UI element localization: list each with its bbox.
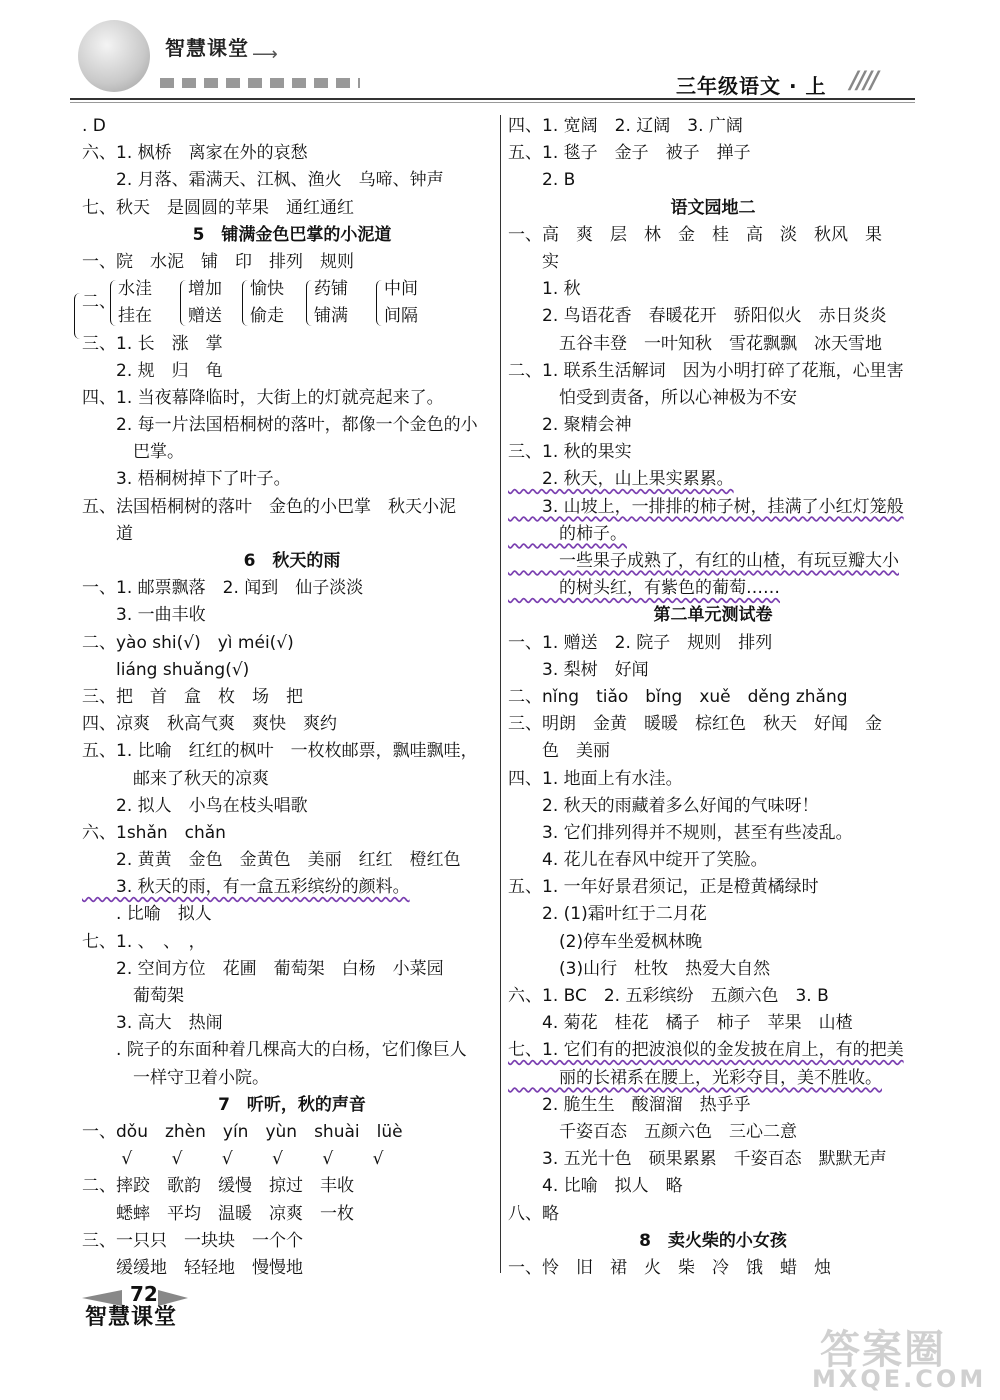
- answer-line: 2. 每一片法国梧桐树的落叶，都像一个金色的小: [82, 415, 478, 436]
- answer-line: 2. 黄黄 金色 金黄色 美丽 红红 橙红色: [82, 850, 461, 871]
- answer-line: liáng shuǎng(√): [82, 659, 250, 680]
- answer-line: 三、明朗 金黄 暖暖 棕红色 秋天 好闻 金: [508, 714, 882, 735]
- answer-line: 六、1. BC 2. 五彩缤纷 五颜六色 3. B: [508, 986, 829, 1006]
- watermark-text: 答案圈: [820, 1327, 946, 1373]
- answer-line: 一样守卫着小院。: [82, 1067, 269, 1088]
- answer-line: 二、1. 联系生活解词 因为小明打碎了花瓶，心里害: [508, 360, 904, 381]
- answer-line: 实: [508, 251, 559, 272]
- answer-line: 四、1. 宽阔 2. 辽阔 3. 广阔: [508, 116, 743, 136]
- answer-line: (3)山行 杜牧 热爱大自然: [508, 958, 771, 979]
- header-rule: [70, 98, 915, 100]
- answer-line: 二、nǐng tiǎo bǐng xuě děng zhǎng: [508, 686, 848, 707]
- answer-line: 二、摔跤 歌韵 缓慢 掠过 丰收: [82, 1176, 354, 1197]
- brace-word: 增加: [188, 279, 222, 300]
- answer-line: 2. 拟人 小鸟在枝头唱歌: [82, 795, 308, 816]
- footer-brand: 智慧课堂: [85, 1305, 178, 1330]
- answer-line: 七、1. 、 、 ，: [82, 931, 206, 952]
- underlined-answer: 2. 秋天，山上果实累累。: [508, 469, 734, 490]
- answer-line: (2)停车坐爱枫林晚: [508, 931, 703, 952]
- answer-line: 3. 它们排列得并不规则，甚至有些凌乱。: [508, 822, 853, 843]
- watermark-url: MXQE.COM: [812, 1365, 987, 1393]
- section-title: 6 秋天的雨: [243, 551, 341, 572]
- answer-line: 三、1. 秋的果实: [508, 442, 632, 463]
- section-title: 语文园地二: [670, 197, 756, 218]
- answer-line: 六、1shǎn chǎn: [82, 822, 226, 843]
- answer-line: 2. 鸟语花香 春暖花开 骄阳似火 赤日炎炎: [508, 306, 887, 327]
- brace-group: [118, 276, 152, 330]
- underlined-answer: 七、1. 它们有的把波浪似的金发披在肩上，有的把美: [508, 1040, 904, 1061]
- brace-word: 药铺: [314, 279, 348, 300]
- brace-group: [188, 276, 222, 330]
- answer-line: 3. 梨树 好闻: [508, 659, 649, 680]
- answer-line: 一、1. 赠送 2. 院子 规则 排列: [508, 632, 773, 653]
- answer-line: 四、1. 当夜幕降临时，大街上的灯就亮起来了。: [82, 387, 444, 408]
- left-column: [82, 113, 502, 1282]
- answer-line: 2. 空间方位 花圃 葡萄架 白杨 小菜园: [82, 958, 444, 979]
- answer-line: √ √ √ √ √ √: [82, 1149, 384, 1170]
- header-dots: [160, 78, 360, 88]
- answer-line: 3. 梧桐树掉下了叶子。: [82, 469, 291, 490]
- answer-line: 2. B: [508, 170, 576, 191]
- answer-line: . D: [82, 116, 106, 136]
- page-number: 72: [130, 1282, 158, 1306]
- answer-line: 五、法国梧桐树的落叶 金色的小巴掌 秋天小泥: [82, 496, 456, 517]
- answer-line: 三、一只只 一块块 一个个: [82, 1230, 303, 1251]
- brace-group: [314, 276, 348, 330]
- answer-line: 1. 秋: [508, 279, 581, 300]
- brace-label: 二、: [82, 289, 116, 316]
- grade-label: 三年级语文 · 上: [676, 74, 827, 98]
- answer-line: 邮来了秋天的凉爽: [82, 768, 269, 789]
- answer-line: 一、高 爽 层 林 金 桂 高 淡 秋风 果: [508, 224, 882, 245]
- underlined-answer: 3. 秋天的雨，有一盒五彩缤纷的颜料。: [82, 877, 410, 898]
- answer-line: 一、院 水泥 铺 印 排列 规则: [82, 251, 354, 272]
- answer-line: 色 美丽: [508, 741, 610, 762]
- answer-line: 2. 聚精会神: [508, 415, 632, 436]
- answer-line: 2. 月落、霜满天、江枫、渔火 乌啼、钟声: [82, 170, 444, 191]
- answer-line: 三、1. 长 涨 掌: [82, 333, 223, 354]
- answer-line: 三、把 首 盒 枚 场 把: [82, 686, 303, 707]
- underlined-answer: 一些果子成熟了，有红的山楂，有玩豆瓣大小: [508, 551, 899, 571]
- answer-line: 3. 一曲丰收: [82, 605, 206, 626]
- answer-line: 3. 高大 热闹: [82, 1013, 223, 1034]
- brand-title: 智慧课堂: [165, 36, 249, 60]
- answer-line: . 院子的东面种着几棵高大的白杨，它们像巨人: [82, 1040, 467, 1061]
- brace-group: [384, 276, 418, 330]
- brace-word: 铺满: [314, 306, 348, 327]
- answer-line: 怕受到责备，所以心神极为不安: [508, 387, 797, 408]
- answer-line: 二、yào shi(√) yì méi(√): [82, 632, 294, 653]
- right-column: [508, 113, 918, 1282]
- answer-line: 四、凉爽 秋高气爽 爽快 爽约: [82, 714, 337, 735]
- answer-line: 一、怜 旧 裙 火 柴 冷 饿 蜡 烛: [508, 1257, 831, 1278]
- answer-line: 3. 五光十色 硕果累累 千姿百态 默默无声: [508, 1149, 887, 1170]
- section-title: 第二单元测试卷: [653, 605, 773, 626]
- header-rule-thin: [70, 102, 915, 103]
- answer-line: 五、1. 一年好景君须记，正是橙黄橘绿时: [508, 877, 819, 898]
- answer-line: 2. 规 归 龟: [82, 360, 223, 381]
- answer-line: 五、1. 比喻 红红的枫叶 一枚枚邮票，飘哇飘哇，: [82, 741, 478, 762]
- answer-line: 2. 秋天的雨藏着多么好闻的气味呀！: [508, 795, 819, 816]
- section-title: 5 铺满金色巴掌的小泥道: [192, 224, 392, 245]
- answer-line: 一、1. 邮票飘落 2. 闻到 仙子淡淡: [82, 578, 364, 599]
- underlined-answer: 3. 山坡上，一排排的柿子树，挂满了小红灯笼般: [508, 496, 904, 517]
- answer-line: 2. (1)霜叶红于二月花: [508, 904, 707, 925]
- answer-line: 巴掌。: [82, 442, 184, 463]
- arrow-icon: ⟶: [252, 44, 278, 65]
- answer-line: 缓缓地 轻轻地 慢慢地: [82, 1257, 303, 1278]
- brace-group: [250, 276, 284, 330]
- answer-line: 4. 菊花 桂花 橘子 柿子 苹果 山楂: [508, 1013, 853, 1034]
- answer-line: . 比喻 拟人: [82, 904, 212, 925]
- brace-word: 挂在: [118, 306, 152, 327]
- brace-word: 水洼: [118, 279, 152, 300]
- answer-line: 五谷丰登 一叶知秋 雪花飘飘 冰天雪地: [508, 333, 882, 354]
- answer-line: 2. 脆生生 酸溜溜 热乎乎: [508, 1094, 751, 1115]
- answer-line: 4. 比喻 拟人 略: [508, 1176, 683, 1197]
- underlined-answer: 丽的长裙系在腰上，光彩夺目，美不胜收。: [508, 1067, 882, 1088]
- answer-line: 道: [82, 523, 133, 544]
- answer-line: 七、秋天 是圆圆的苹果 通红通红: [82, 197, 354, 218]
- answer-line: 四、1. 地面上有水洼。: [508, 768, 683, 789]
- answer-line: 一、dǒu zhèn yín yùn shuài lüè: [82, 1121, 403, 1142]
- answer-line: 五、1. 毯子 金子 被子 掸子: [508, 143, 751, 164]
- slash-decoration: ////: [850, 66, 878, 94]
- brace-answer-group: [82, 276, 502, 330]
- underlined-answer: 的柿子。: [508, 523, 627, 544]
- answer-line: 4. 花儿在春风中绽开了笑脸。: [508, 850, 768, 871]
- brace-word: 愉快: [250, 279, 284, 300]
- section-title: 8 卖火柴的小女孩: [639, 1230, 787, 1251]
- answer-line: 蟋蟀 平均 温暖 凉爽 一枚: [82, 1203, 354, 1224]
- page-header: [0, 0, 1000, 110]
- brace-word: 赠送: [188, 306, 222, 327]
- brace-word: 偷走: [250, 306, 284, 327]
- answer-line: 葡萄架: [82, 986, 184, 1007]
- section-title: 7 听听，秋的声音: [218, 1094, 366, 1115]
- mascot-logo: [78, 20, 150, 92]
- answer-line: 八、略: [508, 1203, 559, 1224]
- brace-word: 间隔: [384, 306, 418, 327]
- answer-line: 六、1. 枫桥 离家在外的哀愁: [82, 143, 308, 164]
- brace-word: 中间: [384, 279, 418, 300]
- answer-line: 千姿百态 五颜六色 三心二意: [508, 1121, 797, 1142]
- underlined-answer: 的树头红，有紫色的葡萄……: [508, 578, 780, 599]
